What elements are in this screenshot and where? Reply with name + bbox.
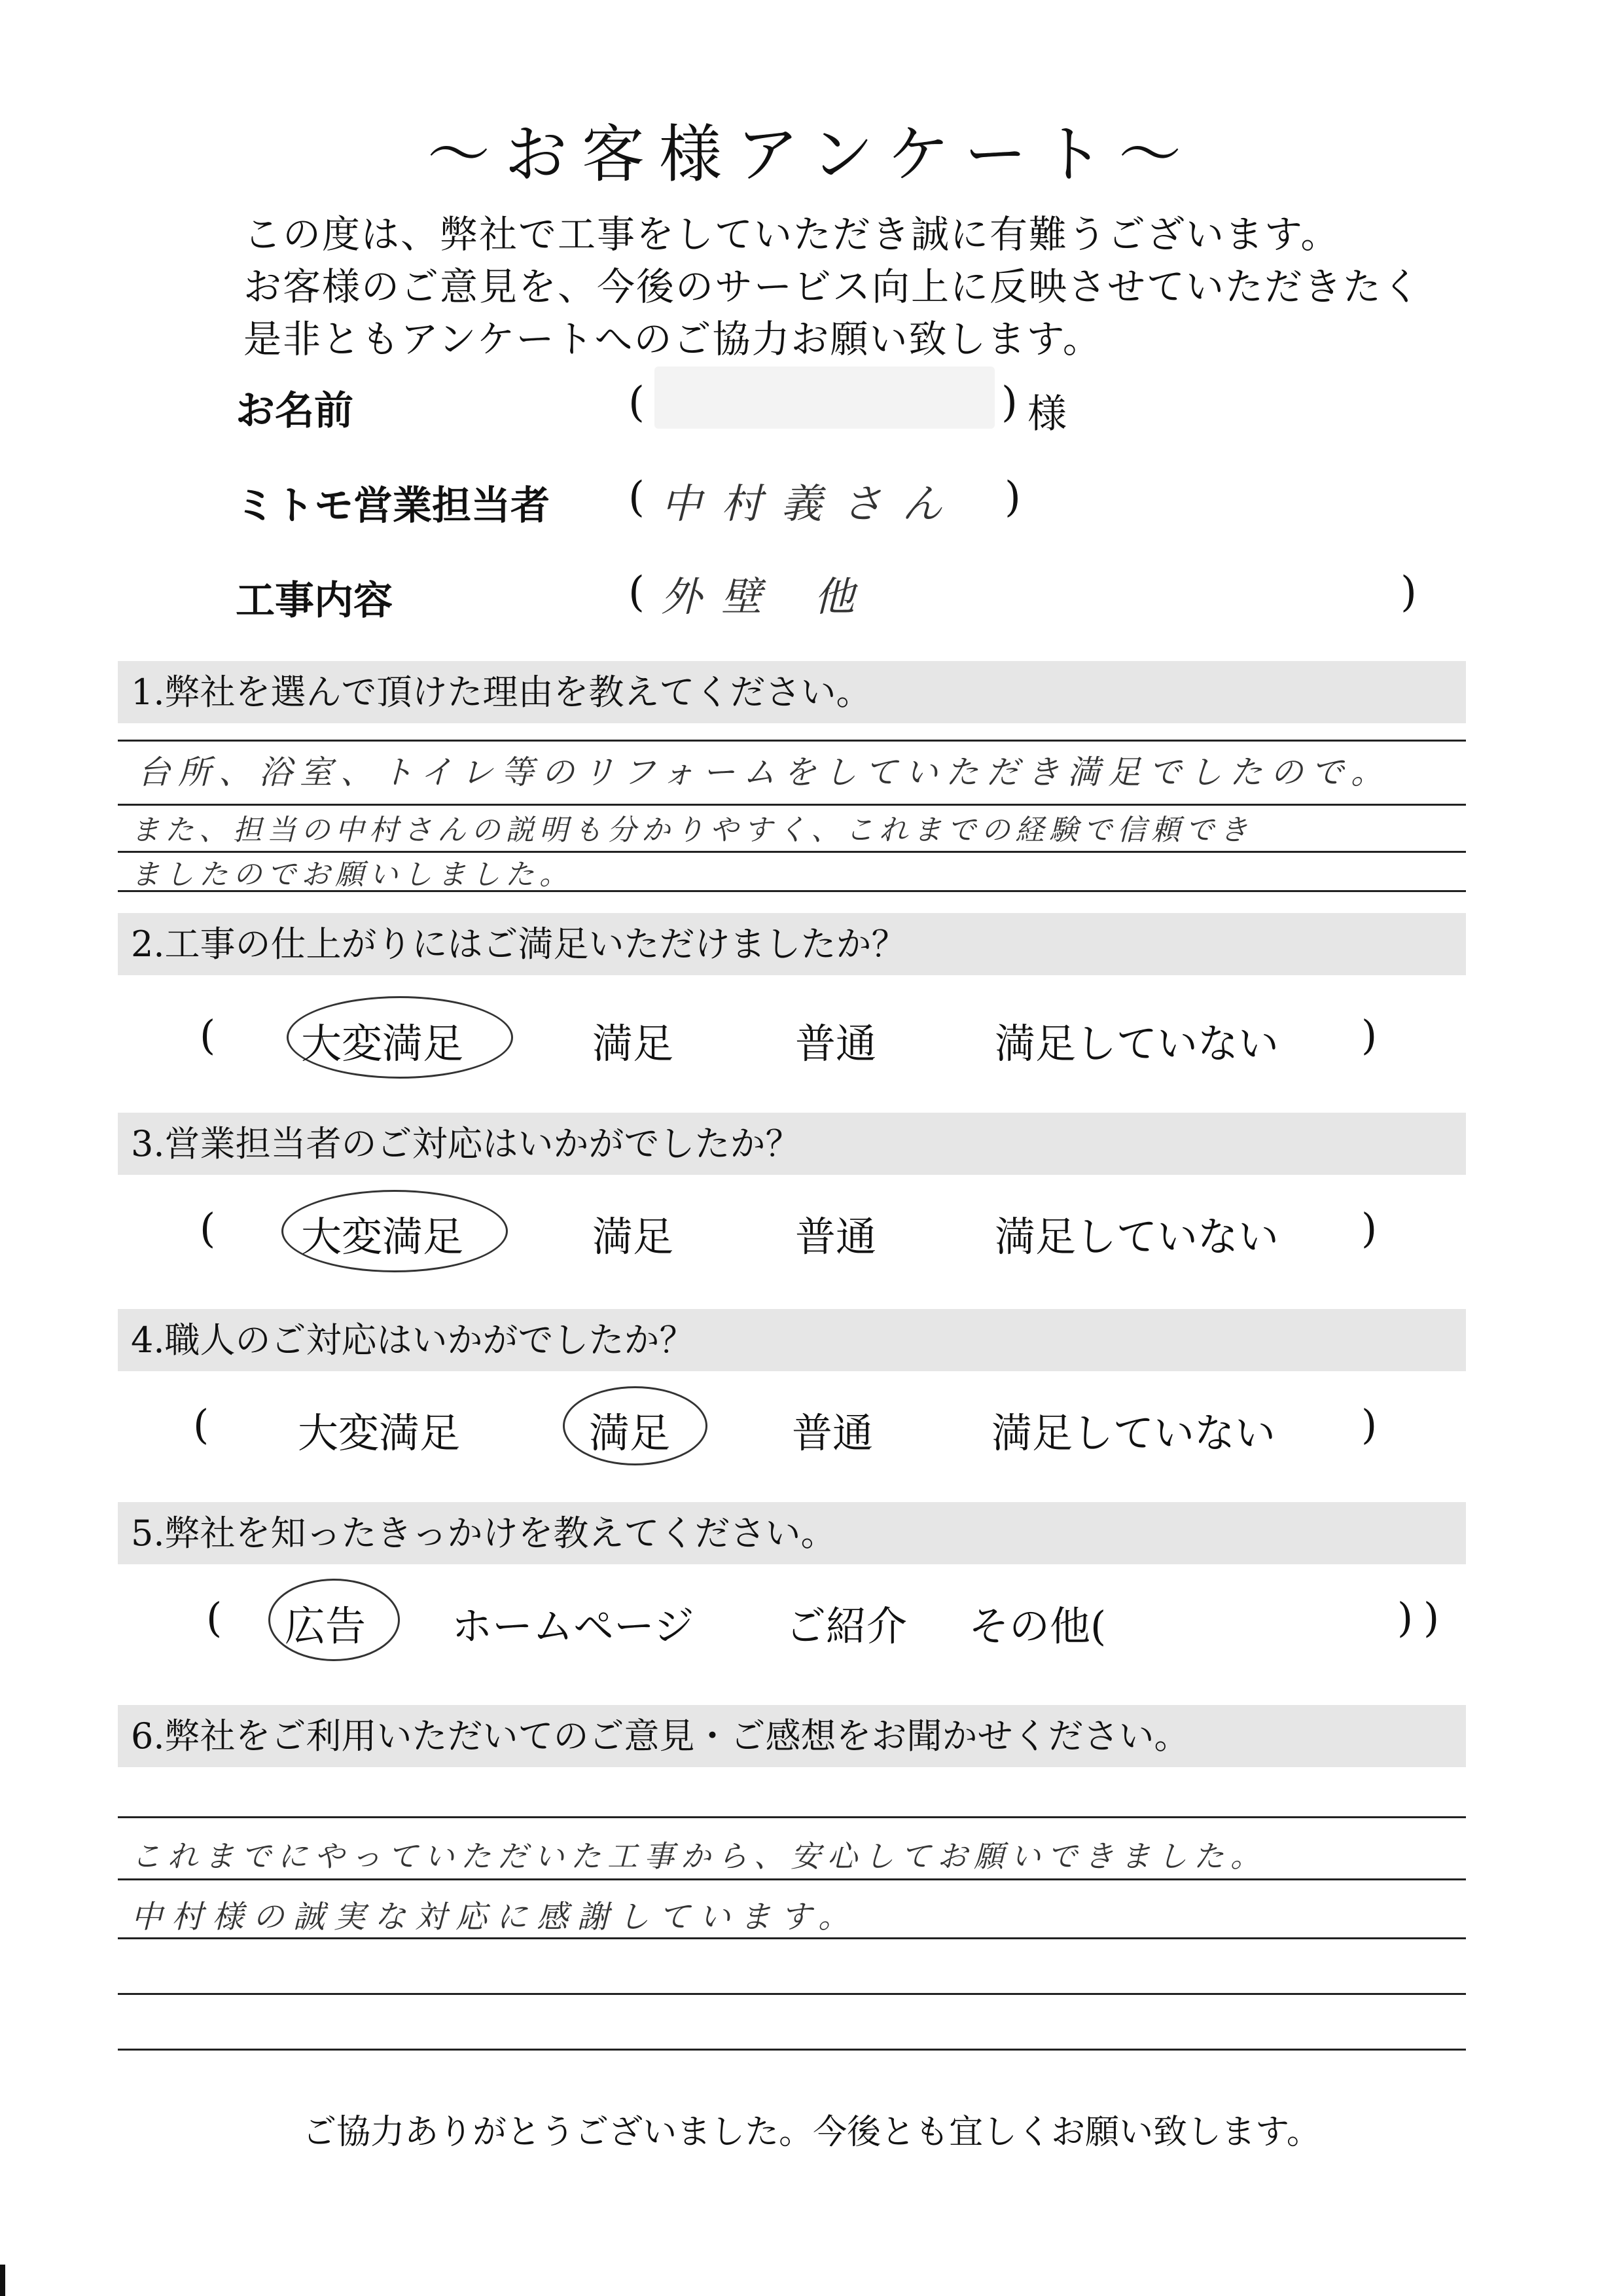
q1-answer-line: 台所、浴室、トイレ等のリフォームをしていただき満足でしたので。 [137, 753, 1391, 791]
question-1-text: 1.弊社を選んで頂けた理由を教えてください。 [131, 672, 872, 713]
intro-line: お客様のご意見を、今後のサービス向上に反映させていただきたく [243, 264, 1422, 309]
answer-line [118, 740, 1466, 742]
q1-answer-line: ましたのでお願いしました。 [131, 858, 573, 891]
q2-option-not-satisfied[interactable]: 満足していない [995, 1020, 1279, 1067]
q6-answer-line: 中村様の誠実な対応に感謝しています。 [131, 1899, 859, 1935]
q3-option-satisfied[interactable]: 満足 [592, 1213, 674, 1261]
answer-line [118, 1937, 1466, 1939]
work-value: 外壁 他 [661, 573, 874, 620]
answer-line [118, 1816, 1466, 1818]
survey-title: 〜お客様アンケート〜 [427, 118, 1196, 191]
question-bar-4 [118, 1309, 1466, 1371]
question-bar-1 [118, 661, 1466, 723]
q5-paren-close: ) [1423, 1594, 1440, 1641]
name-suffix: 様 [1027, 391, 1067, 437]
q4-option-very-satisfied[interactable]: 大変満足 [298, 1409, 461, 1457]
question-3-text: 3.営業担当者のご対応はいかがでしたか？ [131, 1123, 801, 1164]
q5-option-referral[interactable]: ご紹介 [785, 1602, 908, 1650]
rep-paren-close: ) [1005, 473, 1021, 522]
answer-line [118, 804, 1466, 806]
q3-option-very-satisfied[interactable]: 大変満足 [301, 1213, 464, 1261]
redacted-name [654, 367, 995, 429]
question-4-text: 4.職人のご対応はいかがでしたか？ [131, 1319, 695, 1361]
footer-thanks: ご協力ありがとうございました。今後とも宜しくお願い致します。 [302, 2113, 1321, 2152]
q3-option-not-satisfied[interactable]: 満足していない [995, 1213, 1279, 1261]
question-bar-6 [118, 1705, 1466, 1767]
rep-value: 中村義さん [661, 480, 963, 528]
q4-paren-close: ) [1361, 1401, 1378, 1448]
q6-answer-line: これまでにやっていただいた工事から、安心してお願いできました。 [131, 1839, 1267, 1874]
question-bar-2 [118, 913, 1466, 975]
scan-edge-mark [0, 2265, 5, 2296]
question-2-text: 2.工事の仕上がりにはご満足いただけましたか？ [131, 924, 907, 965]
q5-paren-close-inner: ) [1397, 1594, 1414, 1641]
question-6-text: 6.弊社をご利用いただいてのご意見・ご感想をお聞かせください。 [131, 1715, 1190, 1757]
answer-line [118, 2049, 1466, 2051]
answer-line [118, 1878, 1466, 1880]
work-paren-close: ) [1400, 568, 1417, 617]
q4-paren-open: ( [193, 1401, 209, 1448]
q2-option-normal[interactable]: 普通 [795, 1020, 877, 1067]
q5-option-other[interactable]: その他( [969, 1602, 1107, 1650]
intro-line: この度は、弊社で工事をしていただき誠に有難うございます。 [243, 212, 1340, 257]
rep-paren-open: ( [628, 473, 645, 522]
q4-option-satisfied[interactable]: 満足 [589, 1409, 671, 1457]
rep-label: ミトモ営業担当者 [236, 483, 550, 529]
q2-option-satisfied[interactable]: 満足 [592, 1020, 674, 1067]
q5-paren-open: ( [206, 1594, 223, 1641]
question-bar-5 [118, 1502, 1466, 1564]
q1-answer-line: また、担当の中村さんの説明も分かりやすく、これまでの経験で信頼でき [131, 814, 1254, 847]
q3-paren-open: ( [200, 1204, 216, 1252]
name-paren-close: ) [1001, 378, 1018, 427]
intro-line: 是非ともアンケートへのご協力お願い致します。 [243, 317, 1102, 361]
q3-option-normal[interactable]: 普通 [795, 1213, 877, 1261]
q2-paren-close: ) [1361, 1011, 1378, 1059]
intro-text [243, 208, 1421, 365]
question-bar-3 [118, 1113, 1466, 1175]
q4-option-normal[interactable]: 普通 [792, 1409, 874, 1457]
q2-option-very-satisfied[interactable]: 大変満足 [301, 1020, 464, 1067]
q4-option-not-satisfied[interactable]: 満足していない [991, 1409, 1276, 1457]
q5-option-homepage[interactable]: ホームページ [452, 1602, 694, 1650]
name-paren-open: ( [628, 378, 645, 427]
name-label: お名前 [236, 388, 353, 434]
q5-option-ad[interactable]: 広告 [285, 1602, 366, 1650]
q2-paren-open: ( [200, 1011, 216, 1059]
work-label: 工事内容 [236, 578, 393, 624]
question-5-text: 5.弊社を知ったきっかけを教えてください。 [131, 1513, 836, 1554]
work-paren-open: ( [628, 568, 645, 617]
answer-line [118, 1993, 1466, 1995]
q3-paren-close: ) [1361, 1204, 1378, 1252]
